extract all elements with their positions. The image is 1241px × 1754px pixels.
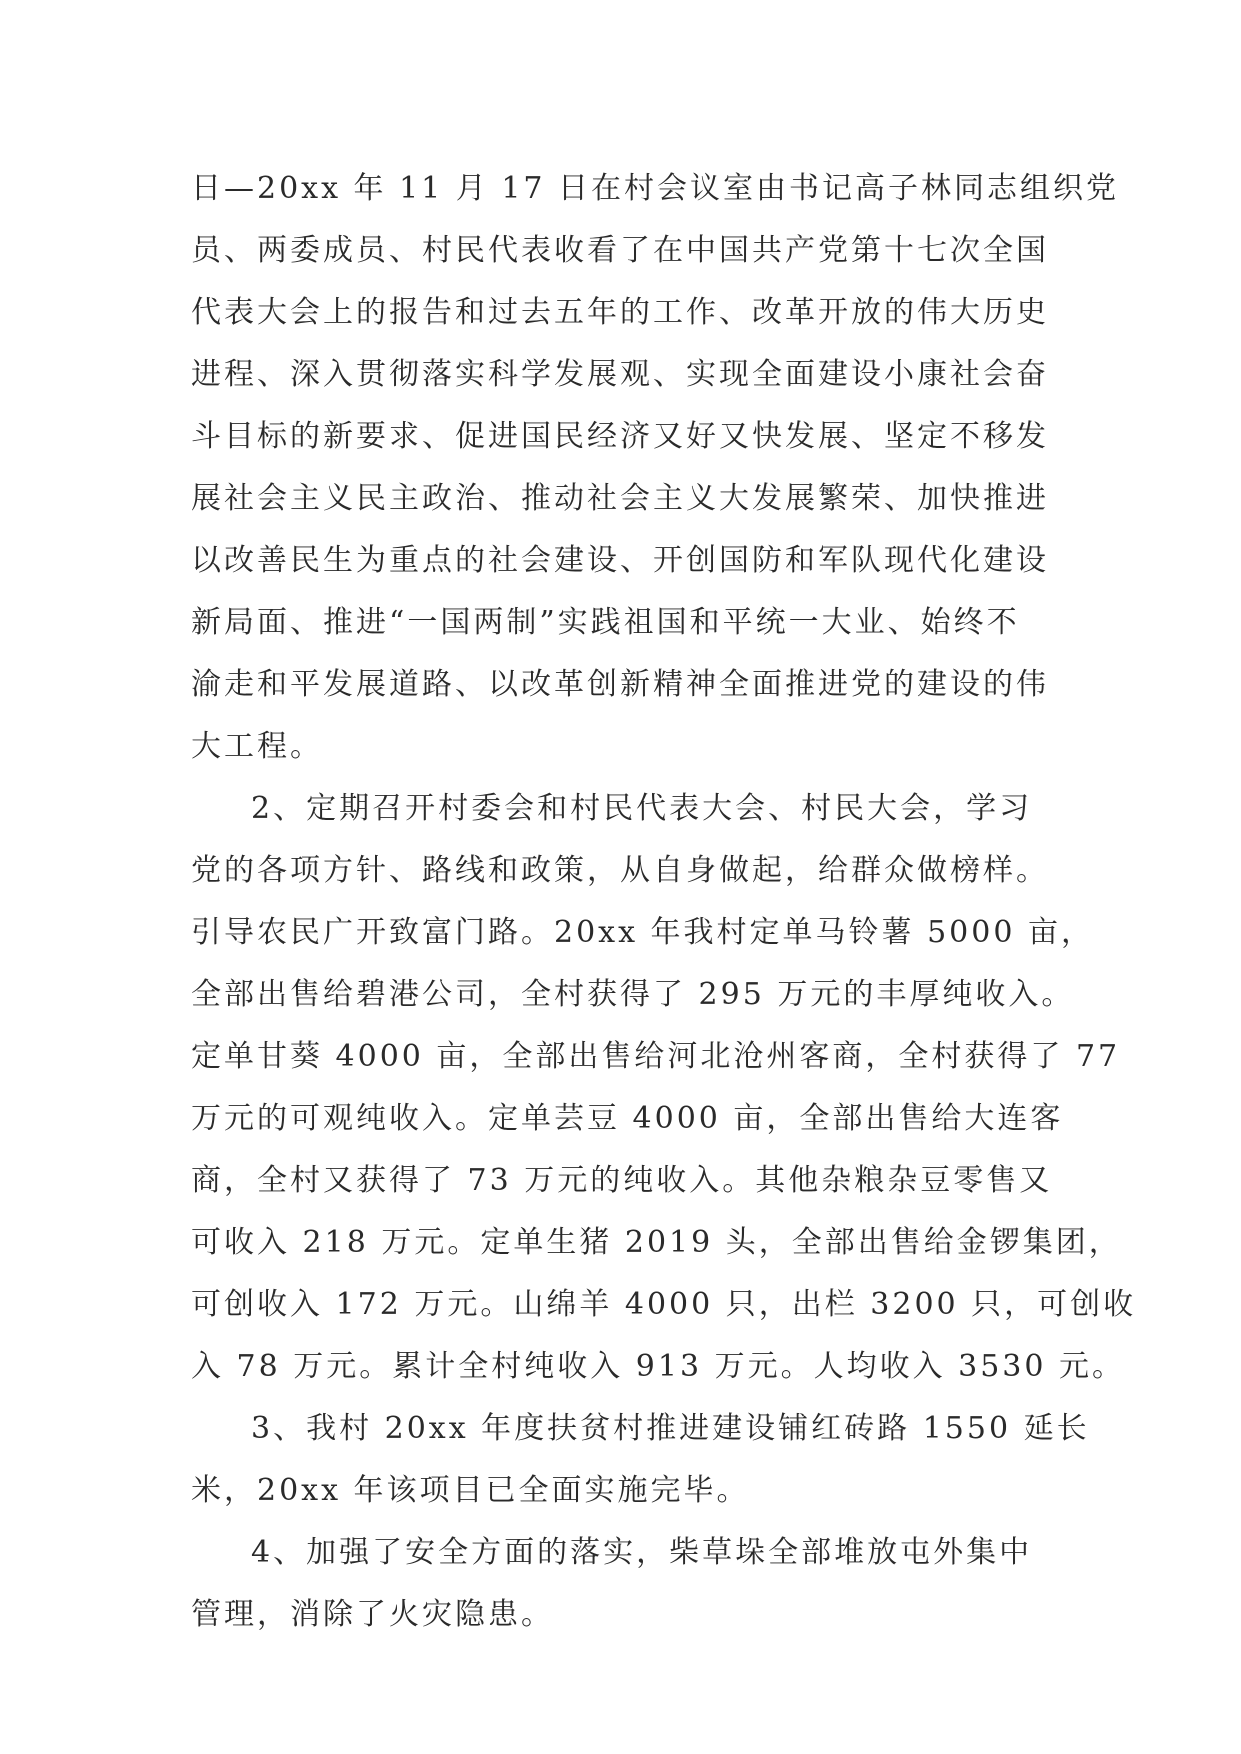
text-line: 可收入 218 万元。定单生猪 2019 头，全部出售给金锣集团， — [191, 1225, 1122, 1260]
text-line: 新局面、推进“一国两制”实践祖国和平统一大业、始终不 — [191, 605, 1020, 640]
text-line: 渝走和平发展道路、以改革创新精神全面推进党的建设的伟 — [191, 667, 1049, 702]
text-line: 进程、深入贯彻落实科学发展观、实现全面建设小康社会奋 — [191, 357, 1049, 392]
paragraph-3 — [191, 1398, 1090, 1522]
text-line: 商，全村又获得了 73 万元的纯收入。其他杂粮杂豆零售又 — [191, 1163, 1053, 1198]
text-line: 以改善民生为重点的社会建设、开创国防和军队现代化建设 — [191, 543, 1049, 578]
text-line: 万元的可观纯收入。定单芸豆 4000 亩，全部出售给大连客 — [191, 1101, 1064, 1136]
text-line: 全部出售给碧港公司，全村获得了 295 万元的丰厚纯收入。 — [191, 977, 1075, 1012]
text-line: 入 78 万元。累计全村纯收入 913 万元。人均收入 3530 元。 — [191, 1349, 1125, 1384]
text-line: 斗目标的新要求、促进国民经济又好又快发展、坚定不移发 — [191, 419, 1049, 454]
text-line: 员、两委成员、村民代表收看了在中国共产党第十七次全国 — [191, 233, 1049, 268]
text-line: 引导农民广开致富门路。20xx 年我村定单马铃薯 5000 亩， — [191, 915, 1094, 950]
text-line: 代表大会上的报告和过去五年的工作、改革开放的伟大历史 — [191, 295, 1049, 330]
paragraph-2 — [191, 778, 1137, 1398]
text-line: 米，20xx 年该项目已全面实施完毕。 — [191, 1473, 750, 1508]
paragraph-1 — [191, 158, 1120, 778]
text-line: 管理，消除了火灾隐患。 — [191, 1597, 554, 1632]
text-line: 日—20xx 年 11 月 17 日在村会议室由书记高子林同志组织党 — [191, 171, 1120, 206]
text-line: 大工程。 — [191, 729, 323, 764]
text-line: 4、加强了安全方面的落实，柴草垛全部堆放屯外集中 — [251, 1535, 1033, 1570]
text-line: 可创收入 172 万元。山绵羊 4000 只，出栏 3200 只，可创收 — [191, 1287, 1137, 1322]
text-line: 3、我村 20xx 年度扶贫村推进建设铺红砖路 1550 延长 — [251, 1411, 1090, 1446]
text-line: 展社会主义民主政治、推动社会主义大发展繁荣、加快推进 — [191, 481, 1049, 516]
text-line: 定单甘葵 4000 亩，全部出售给河北沧州客商，全村获得了 77 — [191, 1039, 1121, 1074]
text-line: 党的各项方针、路线和政策，从自身做起，给群众做榜样。 — [191, 853, 1049, 888]
paragraph-4 — [191, 1522, 1071, 1646]
document-body — [191, 158, 1137, 1646]
text-line: 2、定期召开村委会和村民代表大会、村民大会，学习 — [251, 791, 1033, 826]
